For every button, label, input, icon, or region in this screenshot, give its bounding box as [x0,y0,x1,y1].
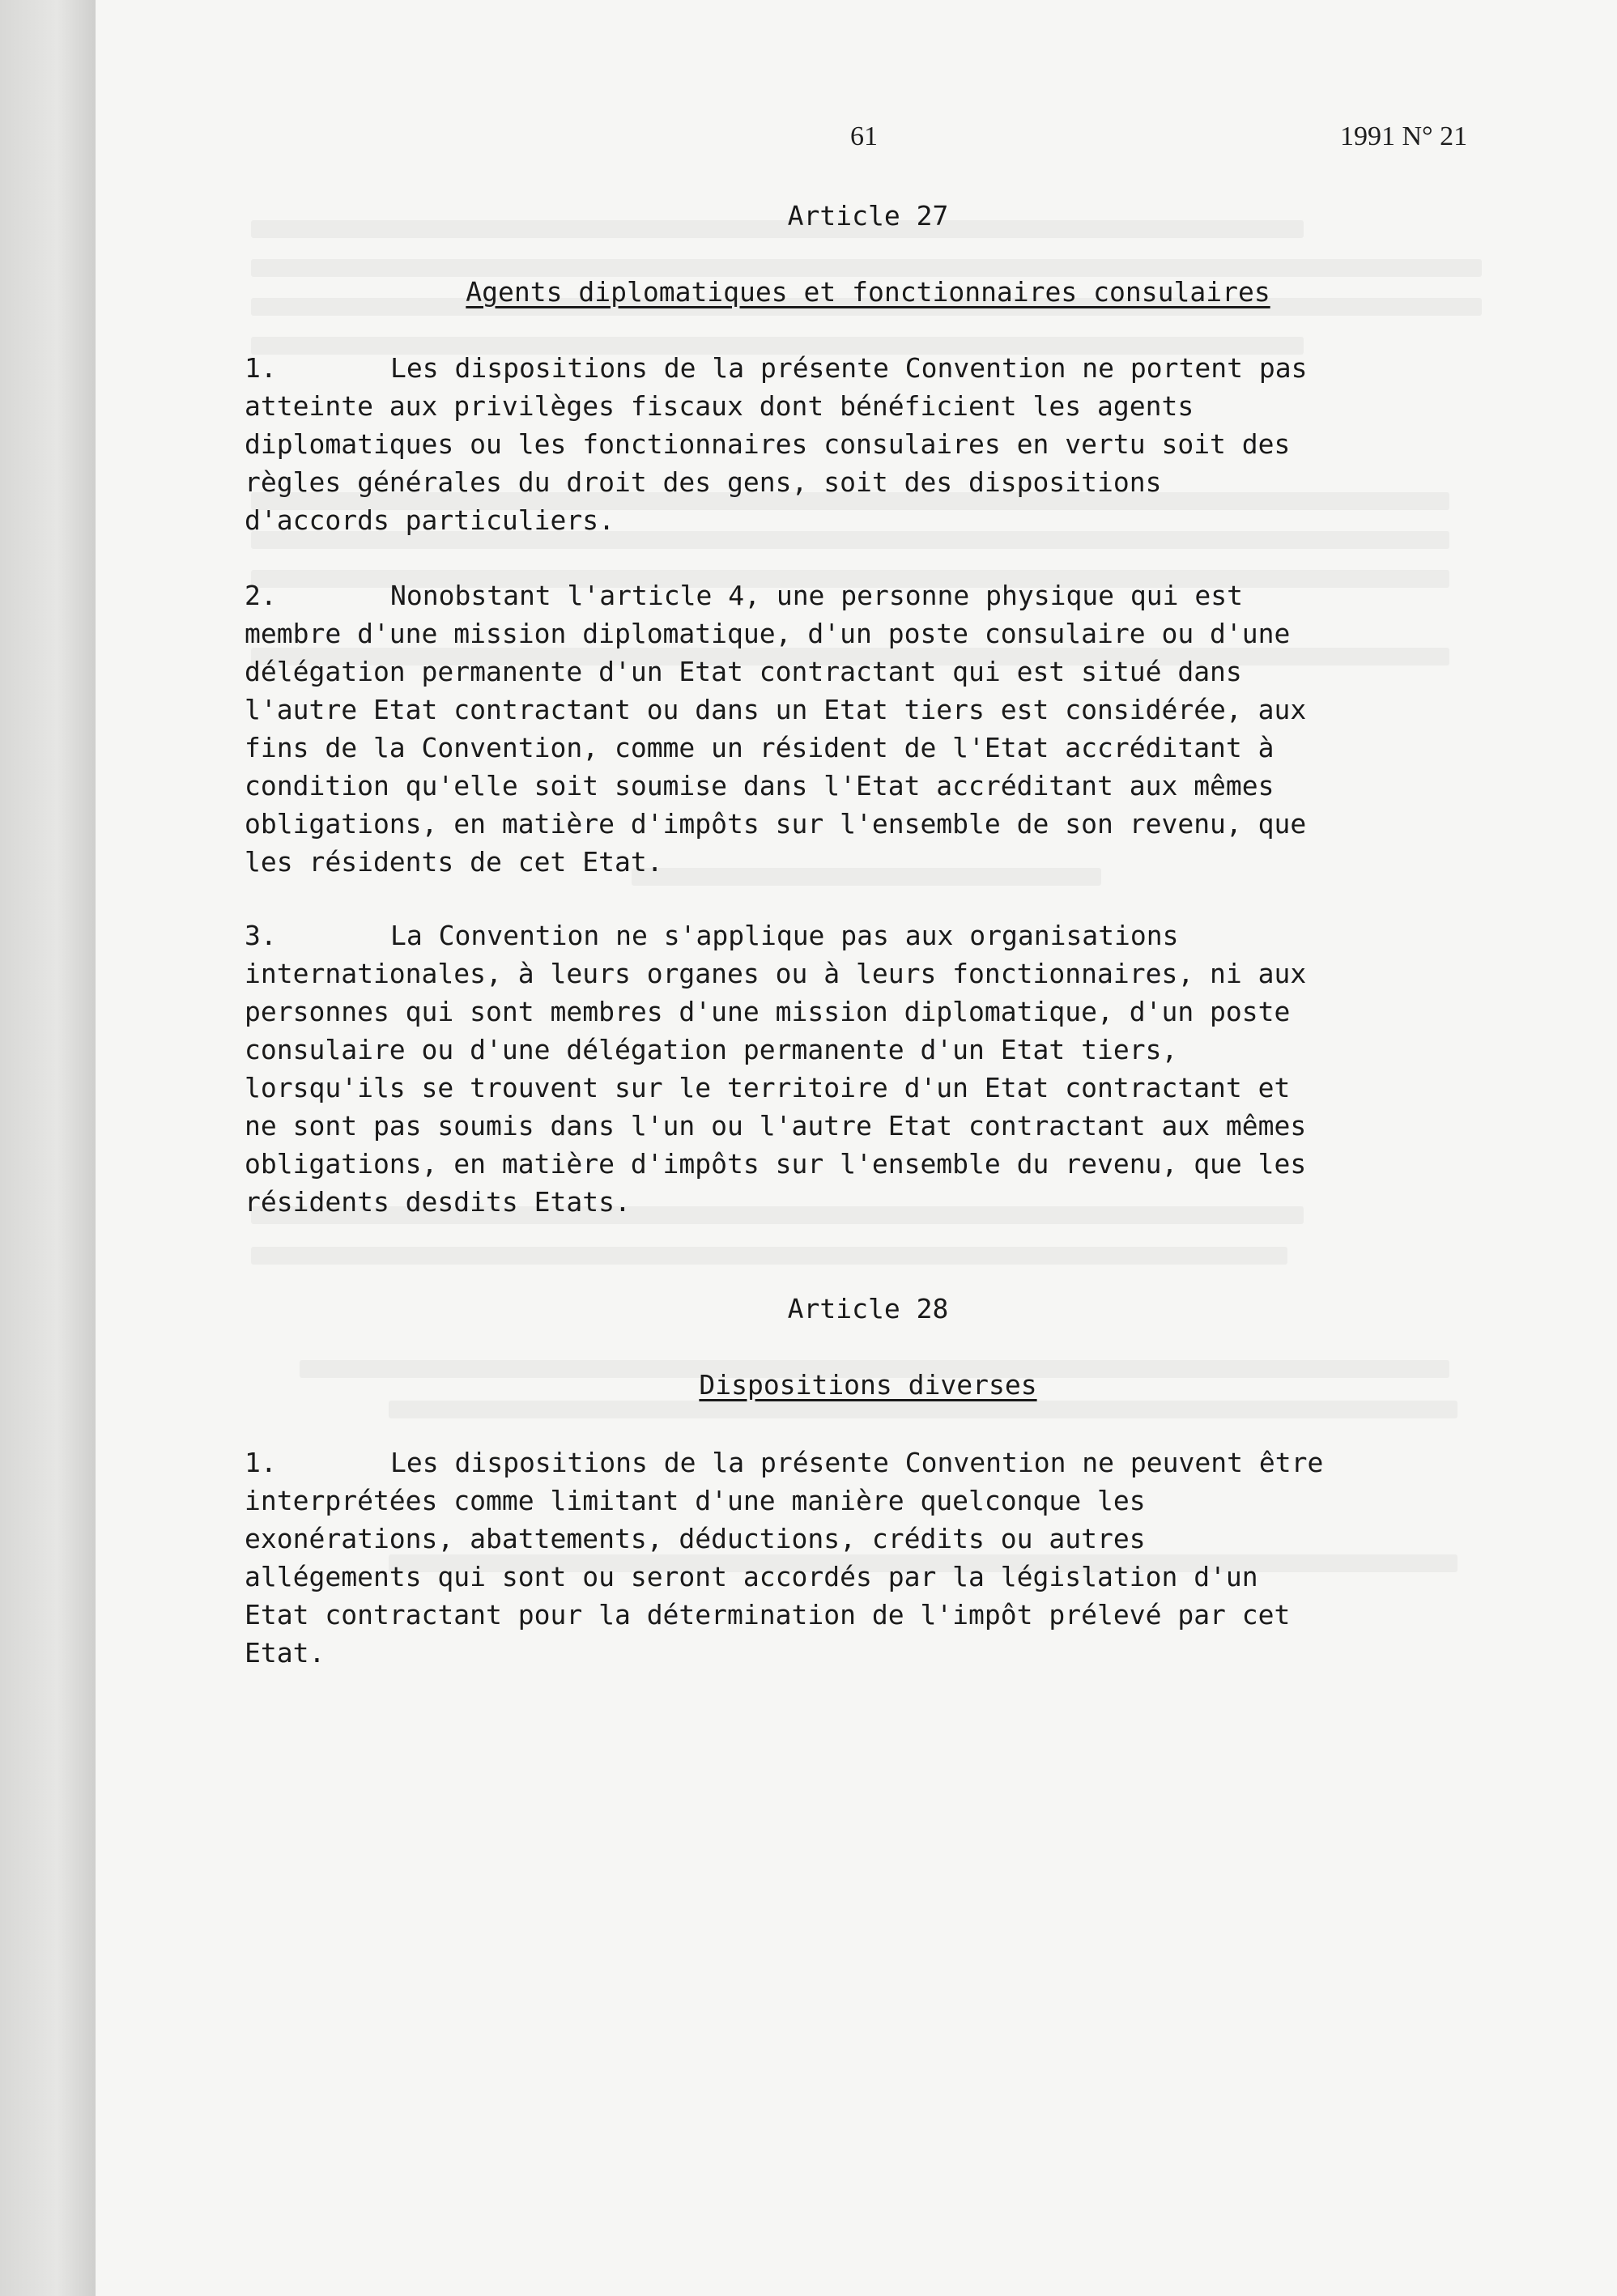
article-28-title: Article 28 [787,1293,949,1324]
text-line: délégation permanente d'un Etat contractant qui est situé dans [245,656,1242,687]
text-line: lorsqu'ils se trouvent sur le territoire d'un Etat contractant et [245,1072,1291,1103]
paragraph-number: 1. [245,1447,277,1478]
paragraph-number: 1. [245,352,277,384]
article-28-subtitle: Dispositions diverses [699,1369,1037,1401]
paragraph-number: 2. [245,580,277,611]
text-line: condition qu'elle soit soumise dans l'Etat accréditant aux mêmes [245,770,1274,801]
text-line: les résidents de cet Etat. [245,846,663,878]
article-28-paragraph-1 [245,1444,1491,1672]
text-line: allégements qui sont ou seront accordés par la législation d'un [245,1561,1258,1592]
text-line: Les dispositions de la présente Convention ne portent pas [390,352,1308,384]
text-line: résidents desdits Etats. [245,1186,631,1218]
book-spine [0,0,96,2296]
issue-number: 1991 N° 21 [1340,121,1468,151]
article-27-paragraph-3 [245,916,1491,1221]
article-28-subtitle-wrap [245,1366,1491,1404]
text-line: membre d'une mission diplomatique, d'un poste consulaire ou d'une [245,618,1291,649]
text-line: personnes qui sont membres d'une mission diplomatique, d'un poste [245,996,1291,1027]
text-line: consulaire ou d'une délégation permanente d'un Etat tiers, [245,1034,1178,1065]
text-line: règles générales du droit des gens, soit des dispositions [245,466,1162,498]
text-line: atteinte aux privilèges fiscaux dont bénéficient les agents [245,390,1194,422]
text-line: exonérations, abattements, déductions, crédits ou autres [245,1523,1146,1554]
text-line: obligations, en matière d'impôts sur l'ensemble du revenu, que les [245,1148,1307,1180]
text-line: Etat contractant pour la détermination de l'impôt prélevé par cet [245,1599,1291,1631]
page-number: 61 [850,121,878,151]
text-line: interprétées comme limitant d'une manière quelconque les [245,1485,1146,1516]
article-27-paragraph-1 [245,349,1491,539]
text-line: Les dispositions de la présente Convention ne peuvent être [390,1447,1324,1478]
text-line: internationales, à leurs organes ou à leurs fonctionnaires, ni aux [245,958,1307,989]
text-line: obligations, en matière d'impôts sur l'ensemble de son revenu, que [245,808,1307,840]
text-line: ne sont pas soumis dans l'un ou l'autre Etat contractant aux mêmes [245,1110,1307,1142]
article-27-paragraph-2 [245,576,1491,881]
text-line: Nonobstant l'article 4, une personne physique qui est [390,580,1243,611]
text-line: diplomatiques ou les fonctionnaires consulaires en vertu soit des [245,428,1291,460]
text-line: d'accords particuliers. [245,504,615,536]
article-27-subtitle-wrap [245,273,1491,311]
text-line: l'autre Etat contractant ou dans un Etat tiers est considérée, aux [245,694,1307,725]
article-27-subtitle: Agents diplomatiques et fonctionnaires consulaires [466,276,1270,308]
text-line: fins de la Convention, comme un résident de l'Etat accréditant à [245,732,1274,763]
paragraph-number: 3. [245,920,277,951]
text-line: Etat. [245,1637,326,1669]
article-27-title: Article 27 [787,200,949,232]
text-line: La Convention ne s'applique pas aux organisations [390,920,1179,951]
